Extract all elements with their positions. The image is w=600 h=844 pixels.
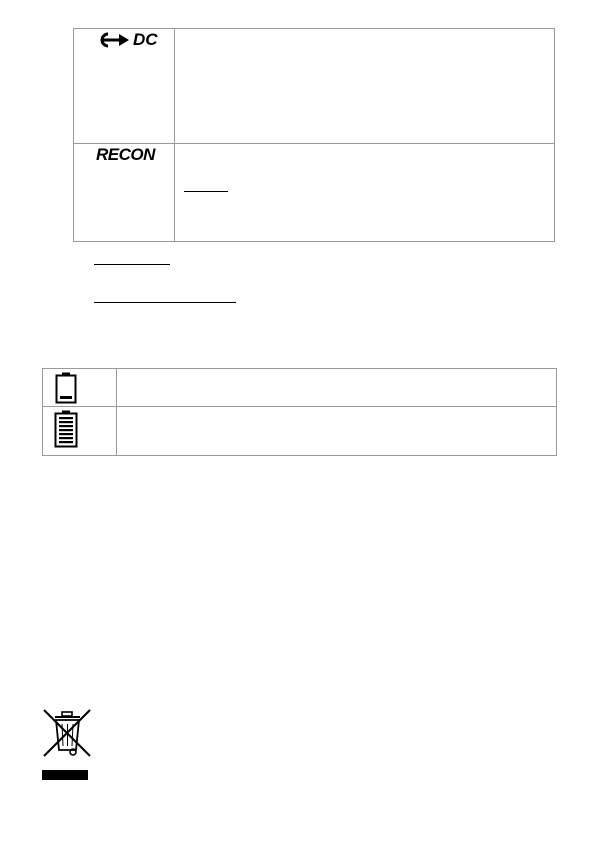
underline-mark: [94, 264, 170, 265]
table-divider-horizontal: [43, 406, 556, 407]
plug-arrow-icon: [96, 30, 132, 50]
battery-full-icon: [54, 410, 78, 448]
battery-table: [42, 368, 557, 456]
dc-symbol: [96, 30, 158, 50]
table-divider-vertical: [174, 29, 175, 241]
battery-low-icon: [55, 372, 77, 404]
symbol-table: [73, 28, 555, 242]
underline-mark: [184, 191, 228, 192]
crossed-out-wheelie-bin-icon: [40, 706, 94, 782]
recon-symbol: RECON: [96, 145, 155, 164]
dc-symbol-label: DC: [133, 30, 158, 49]
table-divider-vertical: [116, 369, 117, 455]
underline-mark: [94, 302, 236, 303]
table-divider-horizontal: [74, 143, 554, 144]
